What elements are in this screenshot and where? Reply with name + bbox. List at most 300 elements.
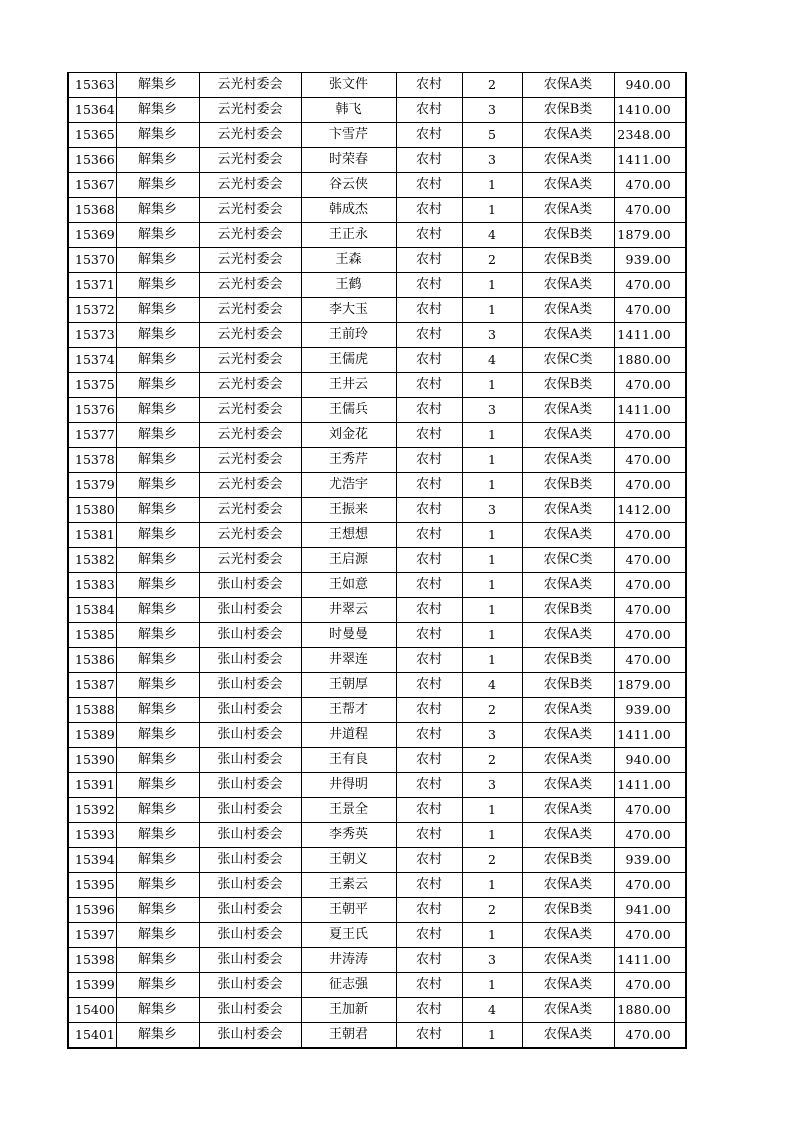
- name-cell: 时荣春: [301, 148, 396, 173]
- township-cell: 解集乡: [116, 773, 199, 798]
- member-count-cell: 1: [462, 548, 522, 573]
- insurance-category-cell: 农保A类: [522, 798, 614, 823]
- table-row: [68, 573, 686, 598]
- name-cell: 王秀芹: [301, 448, 396, 473]
- table-row: [68, 548, 686, 573]
- amount-cell: 470.00: [614, 198, 686, 223]
- record-id-cell: 15377: [68, 423, 116, 448]
- township-cell: 解集乡: [116, 348, 199, 373]
- township-cell: 解集乡: [116, 248, 199, 273]
- name-cell: 王有良: [301, 748, 396, 773]
- table-row: [68, 473, 686, 498]
- township-cell: 解集乡: [116, 923, 199, 948]
- household-type-cell: 农村: [396, 398, 462, 423]
- village-committee-cell: 张山村委会: [199, 823, 301, 848]
- table-row: [68, 373, 686, 398]
- village-committee-cell: 云光村委会: [199, 223, 301, 248]
- insurance-category-cell: 农保A类: [522, 323, 614, 348]
- record-id-cell: 15383: [68, 573, 116, 598]
- table-row: [68, 723, 686, 748]
- record-id-cell: 15374: [68, 348, 116, 373]
- table-row: [68, 73, 686, 98]
- record-id-cell: 15366: [68, 148, 116, 173]
- table-row: [68, 98, 686, 123]
- table-body: [68, 73, 686, 1049]
- record-id-cell: 15389: [68, 723, 116, 748]
- name-cell: 王启源: [301, 548, 396, 573]
- table-row: [68, 173, 686, 198]
- member-count-cell: 4: [462, 348, 522, 373]
- name-cell: 王井云: [301, 373, 396, 398]
- insurance-category-cell: 农保A类: [522, 573, 614, 598]
- township-cell: 解集乡: [116, 548, 199, 573]
- record-id-cell: 15386: [68, 648, 116, 673]
- amount-cell: 1412.00: [614, 498, 686, 523]
- township-cell: 解集乡: [116, 573, 199, 598]
- member-count-cell: 1: [462, 573, 522, 598]
- amount-cell: 1411.00: [614, 323, 686, 348]
- member-count-cell: 5: [462, 123, 522, 148]
- insurance-category-cell: 农保A类: [522, 923, 614, 948]
- amount-cell: 470.00: [614, 448, 686, 473]
- township-cell: 解集乡: [116, 723, 199, 748]
- household-type-cell: 农村: [396, 1023, 462, 1049]
- record-id-cell: 15395: [68, 873, 116, 898]
- insurance-category-cell: 农保B类: [522, 98, 614, 123]
- household-type-cell: 农村: [396, 98, 462, 123]
- table-row: [68, 223, 686, 248]
- insurance-category-cell: 农保C类: [522, 548, 614, 573]
- township-cell: 解集乡: [116, 148, 199, 173]
- name-cell: 王素云: [301, 873, 396, 898]
- village-committee-cell: 云光村委会: [199, 123, 301, 148]
- village-committee-cell: 张山村委会: [199, 748, 301, 773]
- township-cell: 解集乡: [116, 323, 199, 348]
- amount-cell: 470.00: [614, 523, 686, 548]
- household-type-cell: 农村: [396, 873, 462, 898]
- name-cell: 夏王氏: [301, 923, 396, 948]
- name-cell: 谷云侠: [301, 173, 396, 198]
- village-committee-cell: 张山村委会: [199, 573, 301, 598]
- record-id-cell: 15396: [68, 898, 116, 923]
- record-id-cell: 15379: [68, 473, 116, 498]
- amount-cell: 470.00: [614, 798, 686, 823]
- insurance-category-cell: 农保A类: [522, 748, 614, 773]
- record-id-cell: 15369: [68, 223, 116, 248]
- name-cell: 王想想: [301, 523, 396, 548]
- insurance-category-cell: 农保A类: [522, 423, 614, 448]
- amount-cell: 1411.00: [614, 773, 686, 798]
- household-type-cell: 农村: [396, 698, 462, 723]
- record-id-cell: 15363: [68, 73, 116, 98]
- record-id-cell: 15370: [68, 248, 116, 273]
- name-cell: 王儒虎: [301, 348, 396, 373]
- amount-cell: 941.00: [614, 898, 686, 923]
- village-committee-cell: 张山村委会: [199, 898, 301, 923]
- amount-cell: 470.00: [614, 623, 686, 648]
- township-cell: 解集乡: [116, 73, 199, 98]
- household-type-cell: 农村: [396, 648, 462, 673]
- table-row: [68, 798, 686, 823]
- village-committee-cell: 张山村委会: [199, 948, 301, 973]
- household-type-cell: 农村: [396, 573, 462, 598]
- member-count-cell: 1: [462, 298, 522, 323]
- record-id-cell: 15388: [68, 698, 116, 723]
- member-count-cell: 3: [462, 148, 522, 173]
- record-id-cell: 15378: [68, 448, 116, 473]
- household-type-cell: 农村: [396, 348, 462, 373]
- member-count-cell: 3: [462, 323, 522, 348]
- village-committee-cell: 云光村委会: [199, 98, 301, 123]
- member-count-cell: 1: [462, 923, 522, 948]
- record-id-cell: 15397: [68, 923, 116, 948]
- amount-cell: 470.00: [614, 373, 686, 398]
- household-type-cell: 农村: [396, 923, 462, 948]
- member-count-cell: 2: [462, 73, 522, 98]
- record-id-cell: 15371: [68, 273, 116, 298]
- insurance-category-cell: 农保A类: [522, 823, 614, 848]
- amount-cell: 470.00: [614, 473, 686, 498]
- record-id-cell: 15368: [68, 198, 116, 223]
- village-committee-cell: 张山村委会: [199, 698, 301, 723]
- village-committee-cell: 云光村委会: [199, 198, 301, 223]
- amount-cell: 939.00: [614, 248, 686, 273]
- member-count-cell: 1: [462, 373, 522, 398]
- village-committee-cell: 云光村委会: [199, 248, 301, 273]
- village-committee-cell: 云光村委会: [199, 373, 301, 398]
- household-type-cell: 农村: [396, 223, 462, 248]
- household-type-cell: 农村: [396, 948, 462, 973]
- record-id-cell: 15391: [68, 773, 116, 798]
- insurance-category-cell: 农保B类: [522, 248, 614, 273]
- insurance-category-cell: 农保B类: [522, 673, 614, 698]
- household-type-cell: 农村: [396, 448, 462, 473]
- insurance-category-cell: 农保A类: [522, 523, 614, 548]
- table-row: [68, 973, 686, 998]
- village-committee-cell: 张山村委会: [199, 598, 301, 623]
- name-cell: 李秀英: [301, 823, 396, 848]
- township-cell: 解集乡: [116, 848, 199, 873]
- member-count-cell: 1: [462, 1023, 522, 1049]
- name-cell: 王朝君: [301, 1023, 396, 1049]
- record-id-cell: 15400: [68, 998, 116, 1023]
- table-row: [68, 1023, 686, 1049]
- table-row: [68, 298, 686, 323]
- insurance-category-cell: 农保B类: [522, 898, 614, 923]
- township-cell: 解集乡: [116, 673, 199, 698]
- name-cell: 王正永: [301, 223, 396, 248]
- insurance-category-cell: 农保C类: [522, 348, 614, 373]
- record-id-cell: 15390: [68, 748, 116, 773]
- name-cell: 刘金花: [301, 423, 396, 448]
- household-type-cell: 农村: [396, 248, 462, 273]
- insurance-category-cell: 农保A类: [522, 873, 614, 898]
- amount-cell: 470.00: [614, 548, 686, 573]
- township-cell: 解集乡: [116, 423, 199, 448]
- amount-cell: 1880.00: [614, 348, 686, 373]
- member-count-cell: 4: [462, 673, 522, 698]
- beneficiary-table: [67, 72, 687, 1049]
- record-id-cell: 15387: [68, 673, 116, 698]
- household-type-cell: 农村: [396, 848, 462, 873]
- member-count-cell: 1: [462, 648, 522, 673]
- amount-cell: 470.00: [614, 973, 686, 998]
- record-id-cell: 15367: [68, 173, 116, 198]
- household-type-cell: 农村: [396, 998, 462, 1023]
- member-count-cell: 2: [462, 248, 522, 273]
- amount-cell: 939.00: [614, 848, 686, 873]
- amount-cell: 940.00: [614, 748, 686, 773]
- member-count-cell: 2: [462, 698, 522, 723]
- amount-cell: 1879.00: [614, 673, 686, 698]
- insurance-category-cell: 农保A类: [522, 623, 614, 648]
- township-cell: 解集乡: [116, 623, 199, 648]
- member-count-cell: 1: [462, 173, 522, 198]
- household-type-cell: 农村: [396, 523, 462, 548]
- record-id-cell: 15398: [68, 948, 116, 973]
- table-row: [68, 148, 686, 173]
- member-count-cell: 2: [462, 748, 522, 773]
- table-row: [68, 348, 686, 373]
- insurance-category-cell: 农保B类: [522, 648, 614, 673]
- household-type-cell: 农村: [396, 723, 462, 748]
- township-cell: 解集乡: [116, 998, 199, 1023]
- member-count-cell: 1: [462, 448, 522, 473]
- name-cell: 韩飞: [301, 98, 396, 123]
- name-cell: 时曼曼: [301, 623, 396, 648]
- member-count-cell: 1: [462, 273, 522, 298]
- name-cell: 王如意: [301, 573, 396, 598]
- household-type-cell: 农村: [396, 748, 462, 773]
- insurance-category-cell: 农保B类: [522, 598, 614, 623]
- village-committee-cell: 张山村委会: [199, 998, 301, 1023]
- amount-cell: 1411.00: [614, 723, 686, 748]
- village-committee-cell: 张山村委会: [199, 673, 301, 698]
- household-type-cell: 农村: [396, 673, 462, 698]
- name-cell: 李大玉: [301, 298, 396, 323]
- amount-cell: 1411.00: [614, 398, 686, 423]
- member-count-cell: 1: [462, 973, 522, 998]
- household-type-cell: 农村: [396, 323, 462, 348]
- table-row: [68, 848, 686, 873]
- table-row: [68, 773, 686, 798]
- township-cell: 解集乡: [116, 898, 199, 923]
- amount-cell: 939.00: [614, 698, 686, 723]
- township-cell: 解集乡: [116, 948, 199, 973]
- table-row: [68, 998, 686, 1023]
- village-committee-cell: 云光村委会: [199, 323, 301, 348]
- village-committee-cell: 云光村委会: [199, 273, 301, 298]
- household-type-cell: 农村: [396, 973, 462, 998]
- member-count-cell: 1: [462, 198, 522, 223]
- amount-cell: 1879.00: [614, 223, 686, 248]
- amount-cell: 470.00: [614, 648, 686, 673]
- insurance-category-cell: 农保A类: [522, 448, 614, 473]
- village-committee-cell: 云光村委会: [199, 423, 301, 448]
- amount-cell: 470.00: [614, 923, 686, 948]
- record-id-cell: 15381: [68, 523, 116, 548]
- household-type-cell: 农村: [396, 298, 462, 323]
- amount-cell: 1410.00: [614, 98, 686, 123]
- table-row: [68, 123, 686, 148]
- household-type-cell: 农村: [396, 173, 462, 198]
- insurance-category-cell: 农保A类: [522, 723, 614, 748]
- table-row: [68, 448, 686, 473]
- amount-cell: 470.00: [614, 873, 686, 898]
- table-row: [68, 273, 686, 298]
- record-id-cell: 15384: [68, 598, 116, 623]
- village-committee-cell: 云光村委会: [199, 398, 301, 423]
- township-cell: 解集乡: [116, 648, 199, 673]
- village-committee-cell: 张山村委会: [199, 873, 301, 898]
- township-cell: 解集乡: [116, 198, 199, 223]
- township-cell: 解集乡: [116, 523, 199, 548]
- table-row: [68, 873, 686, 898]
- record-id-cell: 15392: [68, 798, 116, 823]
- township-cell: 解集乡: [116, 598, 199, 623]
- village-committee-cell: 张山村委会: [199, 648, 301, 673]
- table-row: [68, 323, 686, 348]
- name-cell: 井得明: [301, 773, 396, 798]
- table-row: [68, 948, 686, 973]
- table-row: [68, 748, 686, 773]
- table-row: [68, 198, 686, 223]
- record-id-cell: 15394: [68, 848, 116, 873]
- member-count-cell: 3: [462, 773, 522, 798]
- member-count-cell: 2: [462, 848, 522, 873]
- name-cell: 王朝厚: [301, 673, 396, 698]
- name-cell: 王朝义: [301, 848, 396, 873]
- household-type-cell: 农村: [396, 423, 462, 448]
- village-committee-cell: 张山村委会: [199, 973, 301, 998]
- township-cell: 解集乡: [116, 273, 199, 298]
- township-cell: 解集乡: [116, 823, 199, 848]
- household-type-cell: 农村: [396, 73, 462, 98]
- member-count-cell: 4: [462, 223, 522, 248]
- village-committee-cell: 云光村委会: [199, 148, 301, 173]
- table-row: [68, 648, 686, 673]
- member-count-cell: 1: [462, 823, 522, 848]
- household-type-cell: 农村: [396, 123, 462, 148]
- amount-cell: 1411.00: [614, 948, 686, 973]
- name-cell: 井翠云: [301, 598, 396, 623]
- township-cell: 解集乡: [116, 698, 199, 723]
- member-count-cell: 1: [462, 598, 522, 623]
- insurance-category-cell: 农保A类: [522, 498, 614, 523]
- township-cell: 解集乡: [116, 373, 199, 398]
- household-type-cell: 农村: [396, 898, 462, 923]
- name-cell: 王加新: [301, 998, 396, 1023]
- household-type-cell: 农村: [396, 373, 462, 398]
- village-committee-cell: 张山村委会: [199, 848, 301, 873]
- table-row: [68, 248, 686, 273]
- name-cell: 卞雪芹: [301, 123, 396, 148]
- record-id-cell: 15393: [68, 823, 116, 848]
- amount-cell: 1411.00: [614, 148, 686, 173]
- name-cell: 井翠连: [301, 648, 396, 673]
- member-count-cell: 3: [462, 948, 522, 973]
- table-row: [68, 698, 686, 723]
- table-row: [68, 523, 686, 548]
- amount-cell: 940.00: [614, 73, 686, 98]
- amount-cell: 470.00: [614, 573, 686, 598]
- table-row: [68, 673, 686, 698]
- member-count-cell: 1: [462, 798, 522, 823]
- member-count-cell: 3: [462, 723, 522, 748]
- township-cell: 解集乡: [116, 123, 199, 148]
- village-committee-cell: 张山村委会: [199, 773, 301, 798]
- insurance-category-cell: 农保A类: [522, 173, 614, 198]
- township-cell: 解集乡: [116, 798, 199, 823]
- township-cell: 解集乡: [116, 1023, 199, 1049]
- name-cell: 井涛涛: [301, 948, 396, 973]
- village-committee-cell: 云光村委会: [199, 498, 301, 523]
- insurance-category-cell: 农保A类: [522, 398, 614, 423]
- household-type-cell: 农村: [396, 548, 462, 573]
- village-committee-cell: 张山村委会: [199, 1023, 301, 1049]
- name-cell: 王帮才: [301, 698, 396, 723]
- household-type-cell: 农村: [396, 798, 462, 823]
- township-cell: 解集乡: [116, 173, 199, 198]
- village-committee-cell: 云光村委会: [199, 173, 301, 198]
- village-committee-cell: 云光村委会: [199, 448, 301, 473]
- township-cell: 解集乡: [116, 98, 199, 123]
- insurance-category-cell: 农保A类: [522, 198, 614, 223]
- township-cell: 解集乡: [116, 873, 199, 898]
- amount-cell: 470.00: [614, 298, 686, 323]
- member-count-cell: 2: [462, 898, 522, 923]
- name-cell: 王振来: [301, 498, 396, 523]
- table-row: [68, 823, 686, 848]
- table-row: [68, 898, 686, 923]
- member-count-cell: 1: [462, 623, 522, 648]
- member-count-cell: 1: [462, 423, 522, 448]
- record-id-cell: 15382: [68, 548, 116, 573]
- insurance-category-cell: 农保A类: [522, 973, 614, 998]
- village-committee-cell: 张山村委会: [199, 623, 301, 648]
- township-cell: 解集乡: [116, 398, 199, 423]
- household-type-cell: 农村: [396, 623, 462, 648]
- member-count-cell: 3: [462, 398, 522, 423]
- village-committee-cell: 张山村委会: [199, 798, 301, 823]
- name-cell: 王森: [301, 248, 396, 273]
- table-row: [68, 623, 686, 648]
- township-cell: 解集乡: [116, 223, 199, 248]
- record-id-cell: 15373: [68, 323, 116, 348]
- township-cell: 解集乡: [116, 298, 199, 323]
- township-cell: 解集乡: [116, 973, 199, 998]
- insurance-category-cell: 农保A类: [522, 148, 614, 173]
- village-committee-cell: 云光村委会: [199, 523, 301, 548]
- name-cell: 张文件: [301, 73, 396, 98]
- insurance-category-cell: 农保A类: [522, 948, 614, 973]
- name-cell: 王儒兵: [301, 398, 396, 423]
- record-id-cell: 15376: [68, 398, 116, 423]
- village-committee-cell: 云光村委会: [199, 298, 301, 323]
- name-cell: 王景全: [301, 798, 396, 823]
- household-type-cell: 农村: [396, 773, 462, 798]
- insurance-category-cell: 农保A类: [522, 1023, 614, 1049]
- table-row: [68, 398, 686, 423]
- village-committee-cell: 云光村委会: [199, 73, 301, 98]
- insurance-category-cell: 农保A类: [522, 273, 614, 298]
- insurance-category-cell: 农保A类: [522, 998, 614, 1023]
- amount-cell: 470.00: [614, 423, 686, 448]
- household-type-cell: 农村: [396, 198, 462, 223]
- household-type-cell: 农村: [396, 148, 462, 173]
- household-type-cell: 农村: [396, 273, 462, 298]
- name-cell: 征志强: [301, 973, 396, 998]
